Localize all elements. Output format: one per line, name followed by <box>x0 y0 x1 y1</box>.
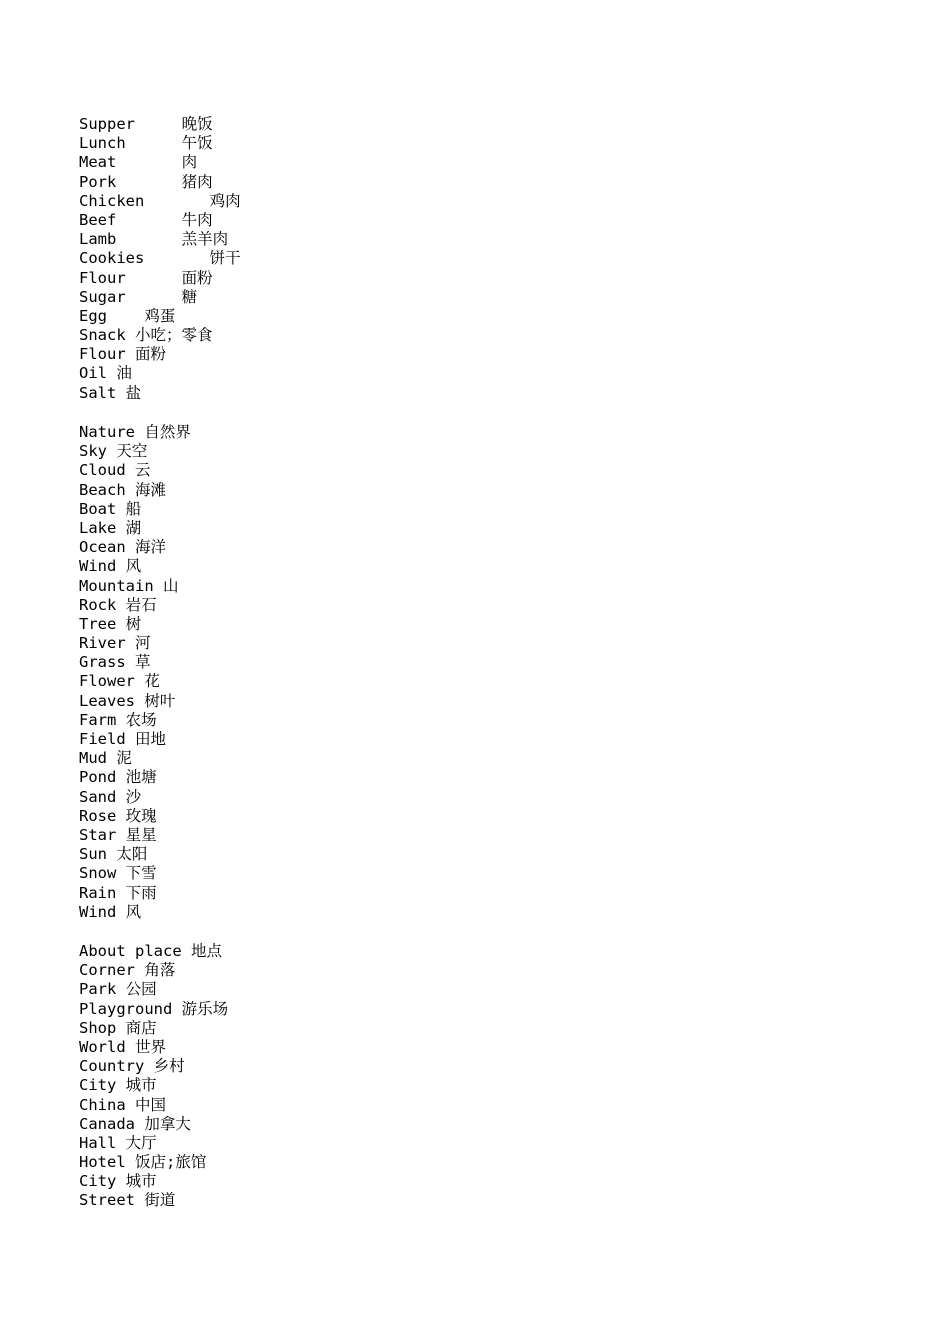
vocab-row: Hotel 饭店;旅馆 <box>79 1153 207 1172</box>
vocab-row: River 河 <box>79 634 151 653</box>
vocab-row: Country 乡村 <box>79 1057 185 1076</box>
vocab-row: Boat 船 <box>79 499 142 518</box>
vocab-row: Snack 小吃；零食 <box>79 326 213 345</box>
vocab-row: Salt 盐 <box>79 383 142 402</box>
vocab-row: Tree 树 <box>79 614 142 633</box>
vocab-row: China 中国 <box>79 1095 166 1114</box>
vocab-row: Field 田地 <box>79 730 166 748</box>
vocab-row: Leaves 树叶 <box>79 691 176 710</box>
vocab-row: Rain 下雨 <box>79 883 157 902</box>
vocab-row: Farm 农场 <box>79 710 157 729</box>
vocab-row: Beach 海滩 <box>79 480 166 499</box>
vocab-row: Mud 泥 <box>79 749 132 768</box>
vocab-row: Sugar 糖 <box>79 287 198 306</box>
vocab-row: Flour 面粉 <box>79 268 213 287</box>
vocab-row: Wind 风 <box>79 902 142 921</box>
vocab-row: Egg 鸡蛋 <box>79 306 176 325</box>
vocab-row: City 城市 <box>79 1172 157 1191</box>
vocab-row: Cookies 饼干 <box>79 249 241 268</box>
vocab-row: About place 地点 <box>79 942 222 960</box>
vocab-row: Cloud 云 <box>79 461 151 480</box>
vocab-row: World 世界 <box>79 1037 166 1056</box>
vocab-row: Nature 自然界 <box>79 423 191 441</box>
vocab-row: Park 公园 <box>79 980 157 999</box>
vocab-row: Snow 下雪 <box>79 864 157 883</box>
vocab-row: Chicken 鸡肉 <box>79 191 241 210</box>
vocab-row: Playground 游乐场 <box>79 999 229 1018</box>
vocab-row: City 城市 <box>79 1076 157 1095</box>
vocab-section-nature <box>79 423 191 922</box>
vocab-row: Sky 天空 <box>79 442 148 461</box>
vocab-row: Pork 猪肉 <box>79 172 213 191</box>
vocab-row: Wind 风 <box>79 557 142 576</box>
vocab-row: Lunch 午饭 <box>79 134 213 153</box>
vocab-row: Oil 油 <box>79 364 132 383</box>
vocab-row: Beef 牛肉 <box>79 210 213 229</box>
vocab-row: Sun 太阳 <box>79 845 148 864</box>
vocab-row: Flower 花 <box>79 672 160 691</box>
vocab-row: Canada 加拿大 <box>79 1114 191 1133</box>
vocab-row: Grass 草 <box>79 653 151 672</box>
vocab-row: Hall 大厅 <box>79 1133 157 1152</box>
vocab-row: Ocean 海洋 <box>79 538 166 557</box>
vocab-section-places <box>79 942 228 1211</box>
vocab-row: Star 星星 <box>79 825 157 844</box>
vocab-row: Meat 肉 <box>79 153 198 172</box>
vocab-row: Sand 沙 <box>79 787 142 806</box>
vocab-row: Rose 玫瑰 <box>79 806 157 825</box>
vocab-row: Street 街道 <box>79 1191 176 1210</box>
vocab-row: Supper 晚饭 <box>79 115 213 133</box>
vocab-row: Lake 湖 <box>79 518 142 537</box>
vocab-row: Lamb 羔羊肉 <box>79 230 229 249</box>
vocab-row: Flour 面粉 <box>79 345 166 364</box>
vocab-row: Rock 岩石 <box>79 595 157 614</box>
vocab-row: Shop 商店 <box>79 1018 157 1037</box>
vocab-section-food <box>79 115 241 403</box>
vocab-row: Mountain 山 <box>79 576 179 595</box>
vocab-row: Corner 角落 <box>79 961 176 980</box>
vocab-row: Pond 池塘 <box>79 768 157 787</box>
